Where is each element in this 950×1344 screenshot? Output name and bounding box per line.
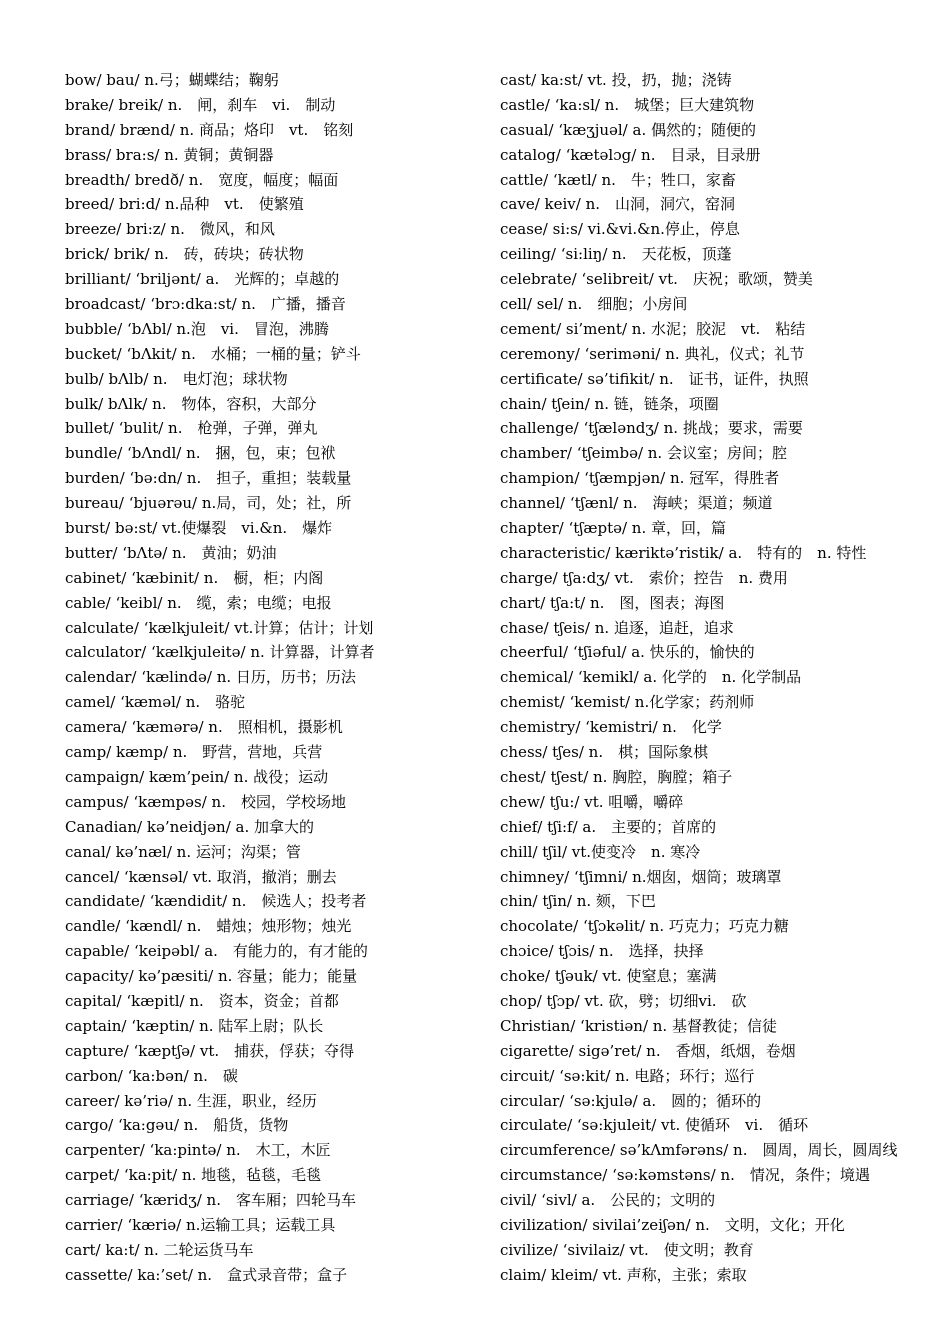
vocabulary-entry: cart/ ka:t/ n. 二轮运货马车 — [65, 1240, 254, 1259]
vocabulary-entry: camel/ ‘kæməl/ n. 骆驼 — [65, 693, 246, 712]
vocabulary-entry: bow/ bau/ n.弓；蝴蝶结；鞠躬 — [65, 71, 279, 89]
vocabulary-entry: ceremony/ ‘seriməni/ n. 典礼，仪式；礼节 — [500, 344, 805, 363]
vocabulary-entry: circuit/ ‘sə:kit/ n. 电路；环行；巡行 — [500, 1066, 755, 1085]
vocabulary-entry: chief/ tʃi:f/ a. 主要的；首席的 — [500, 817, 717, 836]
vocabulary-entry: candle/ ‘kændl/ n. 蜡烛；烛形物；烛光 — [65, 917, 352, 936]
vocabulary-entry: brake/ breik/ n. 闸，刹车 vi. 制动 — [65, 95, 336, 114]
vocabulary-entry: chimney/ ‘tʃimni/ n.烟囱，烟筒；玻璃罩 — [500, 867, 782, 886]
vocabulary-entry: channel/ ‘tʃænl/ n. 海峡；渠道；频道 — [500, 494, 773, 513]
vocabulary-entry: burst/ bə:st/ vt.使爆裂 vi.&n. 爆炸 — [65, 519, 333, 538]
vocabulary-entry: cable/ ‘keibl/ n. 缆，索；电缆；电报 — [65, 593, 332, 612]
vocabulary-entry: carpet/ ‘ka:pit/ n. 地毯，毡毯，毛毯 — [65, 1166, 322, 1185]
vocabulary-entry: Canadian/ kə’neidjən/ a. 加拿大的 — [65, 817, 315, 836]
vocabulary-entry: civil/ ‘sivl/ a. 公民的；文明的 — [500, 1191, 716, 1210]
vocabulary-entry: chase/ tʃeis/ n. 追逐，追赶，追求 — [500, 618, 734, 637]
vocabulary-entry: chemistry/ ‘kemistri/ n. 化学 — [500, 718, 722, 737]
vocabulary-entry: camera/ ‘kæmərə/ n. 照相机，摄影机 — [65, 718, 343, 737]
vocabulary-entry: cast/ ka:st/ vt. 投，扔，抛；浇铸 — [500, 71, 732, 89]
vocabulary-entry: campaign/ kæm’pein/ n. 战役；运动 — [65, 767, 329, 786]
vocabulary-entry: bulb/ bΛlb/ n. 电灯泡；球状物 — [65, 369, 288, 388]
vocabulary-entry: cabinet/ ‘kæbinit/ n. 橱，柜；内阁 — [65, 568, 324, 587]
vocabulary-entry: chill/ tʃil/ vt.使变冷 n. 寒冷 — [500, 842, 701, 861]
vocabulary-entry: calendar/ ‘kælində/ n. 日历，历书；历法 — [65, 668, 356, 687]
vocabulary-entry: captain/ ‘kæptin/ n. 陆军上尉；队长 — [65, 1016, 324, 1035]
vocabulary-entry: circumstance/ ‘sə:kəmstəns/ n. 情况，条件；境遇 — [500, 1166, 870, 1185]
vocabulary-entry: casual/ ‘kæʒjuəl/ a. 偶然的；随便的 — [500, 120, 756, 139]
vocabulary-entry: breeze/ bri:z/ n. 微风，和风 — [65, 220, 275, 239]
vocabulary-entry: cave/ keiv/ n. 山洞，洞穴，窑洞 — [500, 195, 736, 214]
vocabulary-entry: breadth/ bredð/ n. 宽度，幅度；幅面 — [65, 170, 339, 189]
vocabulary-entry: claim/ kleim/ vt. 声称，主张；索取 — [500, 1265, 747, 1284]
vocabulary-entry: capital/ ‘kæpitl/ n. 资本，资金；首都 — [65, 991, 339, 1010]
vocabulary-entry: canal/ kə’næl/ n. 运河；沟渠；管 — [65, 842, 301, 861]
vocabulary-entry: carrier/ ‘kæriə/ n.运输工具；运载工具 — [65, 1215, 336, 1234]
vocabulary-entry: career/ kə’riə/ n. 生涯，职业，经历 — [65, 1091, 317, 1110]
vocabulary-entry: cattle/ ‘kætl/ n. 牛；牲口，家畜 — [500, 170, 736, 189]
vocabulary-entry: chapter/ ‘tʃæptə/ n. 章，回，篇 — [500, 519, 726, 538]
vocabulary-entry: breed/ bri:d/ n.品种 vt. 使繁殖 — [65, 195, 304, 214]
vocabulary-entry: chop/ tʃɔp/ vt. 砍，劈；切细vi. 砍 — [500, 991, 747, 1010]
vocabulary-column-left — [65, 68, 485, 1288]
vocabulary-entry: chemical/ ‘kemikl/ a. 化学的 n. 化学制品 — [500, 668, 802, 687]
vocabulary-entry: bulk/ bΛlk/ n. 物体，容积，大部分 — [65, 394, 317, 413]
vocabulary-entry: cancel/ ‘kænsəl/ vt. 取消，撤消；删去 — [65, 867, 337, 886]
vocabulary-entry: challenge/ ‘tʃæləndʒ/ n. 挑战；要求，需要 — [500, 419, 803, 438]
vocabulary-entry: chɔice/ tʃɔis/ n. 选择，抉择 — [500, 942, 704, 961]
vocabulary-entry: campus/ ‘kæmpəs/ n. 校园，学校场地 — [65, 792, 346, 811]
vocabulary-entry: capacity/ kə’pæsiti/ n. 容量；能力；能量 — [65, 967, 358, 986]
vocabulary-entry: civilization/ sivilai’zeiʃən/ n. 文明，文化；开化 — [500, 1215, 845, 1234]
vocabulary-entry: bullet/ ‘bulit/ n. 枪弹，子弹，弹丸 — [65, 419, 318, 438]
vocabulary-entry: cement/ si’ment/ n. 水泥；胶泥 vt. 粘结 — [500, 319, 806, 338]
vocabulary-column-right — [500, 68, 940, 1288]
vocabulary-entry: brass/ bra:s/ n. 黄铜；黄铜器 — [65, 145, 274, 164]
vocabulary-entry: chemist/ ‘kemist/ n.化学家；药剂师 — [500, 693, 755, 712]
vocabulary-entry: carriage/ ‘kæridʒ/ n. 客车厢；四轮马车 — [65, 1191, 356, 1210]
vocabulary-entry: candidate/ ‘kændidit/ n. 候选人；投考者 — [65, 892, 367, 911]
vocabulary-entry: charge/ tʃa:dʒ/ vt. 索价；控告 n. 费用 — [500, 568, 788, 587]
vocabulary-entry: circumference/ sə’kΛmfərəns/ n. 圆周，周长，圆周线 — [500, 1141, 898, 1160]
vocabulary-entry: butter/ ‘bΛtə/ n. 黄油；奶油 — [65, 543, 277, 562]
vocabulary-entry: cease/ si:s/ vi.&vi.&n.停止，停息 — [500, 220, 740, 239]
vocabulary-entry: cheerful/ ‘tʃiəful/ a. 快乐的，愉快的 — [500, 643, 755, 662]
vocabulary-entry: certificate/ sə’tifikit/ n. 证书，证件，执照 — [500, 369, 809, 388]
vocabulary-entry: cell/ sel/ n. 细胞；小房间 — [500, 295, 688, 314]
vocabulary-entry: capable/ ‘keipəbl/ a. 有能力的，有才能的 — [65, 942, 368, 961]
vocabulary-entry: calculate/ ‘kælkjuleit/ vt.计算；估计；计划 — [65, 618, 374, 637]
vocabulary-entry: choke/ tʃəuk/ vt. 使窒息；塞满 — [500, 967, 717, 986]
vocabulary-entry: camp/ kæmp/ n. 野营，营地，兵营 — [65, 743, 323, 762]
vocabulary-entry: cargo/ ‘ka:gəu/ n. 船货，货物 — [65, 1116, 289, 1135]
vocabulary-entry: chocolate/ ‘tʃɔkəlit/ n. 巧克力；巧克力糖 — [500, 917, 789, 936]
vocabulary-entry: castle/ ‘ka:sl/ n. 城堡；巨大建筑物 — [500, 95, 755, 114]
vocabulary-entry: chest/ tʃest/ n. 胸腔，胸膛；箱子 — [500, 767, 733, 786]
vocabulary-entry: circular/ ‘sə:kjulə/ a. 圆的；循环的 — [500, 1091, 762, 1110]
vocabulary-entry: chain/ tʃein/ n. 链，链条，项圈 — [500, 394, 719, 413]
vocabulary-entry: Christian/ ‘kristiən/ n. 基督教徒；信徒 — [500, 1016, 777, 1035]
vocabulary-entry: cassette/ ka:’set/ n. 盒式录音带；盒子 — [65, 1265, 348, 1284]
vocabulary-entry: chess/ tʃes/ n. 棋；国际象棋 — [500, 743, 709, 762]
vocabulary-entry: carpenter/ ‘ka:pintə/ n. 木工，木匠 — [65, 1141, 331, 1160]
vocabulary-entry: brick/ brik/ n. 砖，砖块；砖状物 — [65, 245, 304, 264]
vocabulary-entry: broadcast/ ‘brɔ:dka:st/ n. 广播，播音 — [65, 295, 346, 314]
vocabulary-entry: brand/ brænd/ n. 商品；烙印 vt. 铭刻 — [65, 120, 354, 139]
vocabulary-entry: catalog/ ‘kætəlɔg/ n. 目录，目录册 — [500, 145, 761, 164]
vocabulary-entry: ceiling/ ‘si:liŋ/ n. 天花板，顶蓬 — [500, 245, 732, 264]
vocabulary-entry: chart/ tʃa:t/ n. 图，图表；海图 — [500, 593, 725, 612]
vocabulary-entry: bubble/ ‘bΛbl/ n.泡 vi. 冒泡，沸腾 — [65, 319, 329, 338]
vocabulary-entry: brilliant/ ‘briljənt/ a. 光辉的；卓越的 — [65, 270, 340, 289]
vocabulary-entry: champion/ ‘tʃæmpjən/ n. 冠军，得胜者 — [500, 469, 780, 488]
vocabulary-entry: carbon/ ‘ka:bən/ n. 碳 — [65, 1066, 238, 1085]
vocabulary-entry: burden/ ‘bə:dn/ n. 担子，重担；装载量 — [65, 469, 352, 488]
vocabulary-entry: capture/ ‘kæptʃə/ vt. 捕获，俘获；夺得 — [65, 1041, 355, 1060]
vocabulary-entry: civilize/ ‘sivilaiz/ vt. 使文明；教育 — [500, 1240, 754, 1259]
vocabulary-entry: chew/ tʃu:/ vt. 咀嚼，嚼碎 — [500, 792, 684, 811]
vocabulary-entry: celebrate/ ‘selibreit/ vt. 庆祝；歌颂，赞美 — [500, 270, 813, 289]
vocabulary-entry: calculator/ ‘kælkjuleitə/ n. 计算器，计算者 — [65, 643, 375, 662]
vocabulary-entry: circulate/ ‘sə:kjuleit/ vt. 使循环 vi. 循环 — [500, 1116, 809, 1135]
vocabulary-entry: chin/ tʃin/ n. 颏，下巴 — [500, 892, 656, 911]
vocabulary-entry: bucket/ ‘bΛkit/ n. 水桶；一桶的量；铲斗 — [65, 344, 361, 363]
vocabulary-entry: bundle/ ‘bΛndl/ n. 捆，包，束；包袱 — [65, 444, 336, 463]
vocabulary-entry: cigarette/ sigə’ret/ n. 香烟，纸烟，卷烟 — [500, 1041, 796, 1060]
vocabulary-entry: chamber/ ‘tʃeimbə/ n. 会议室；房间；腔 — [500, 444, 787, 463]
vocabulary-entry: bureau/ ‘bjuərəu/ n.局，司，处；社，所 — [65, 494, 352, 513]
vocabulary-entry: characteristic/ kæriktə’ristik/ a. 特有的 n. 特性 — [500, 543, 867, 562]
